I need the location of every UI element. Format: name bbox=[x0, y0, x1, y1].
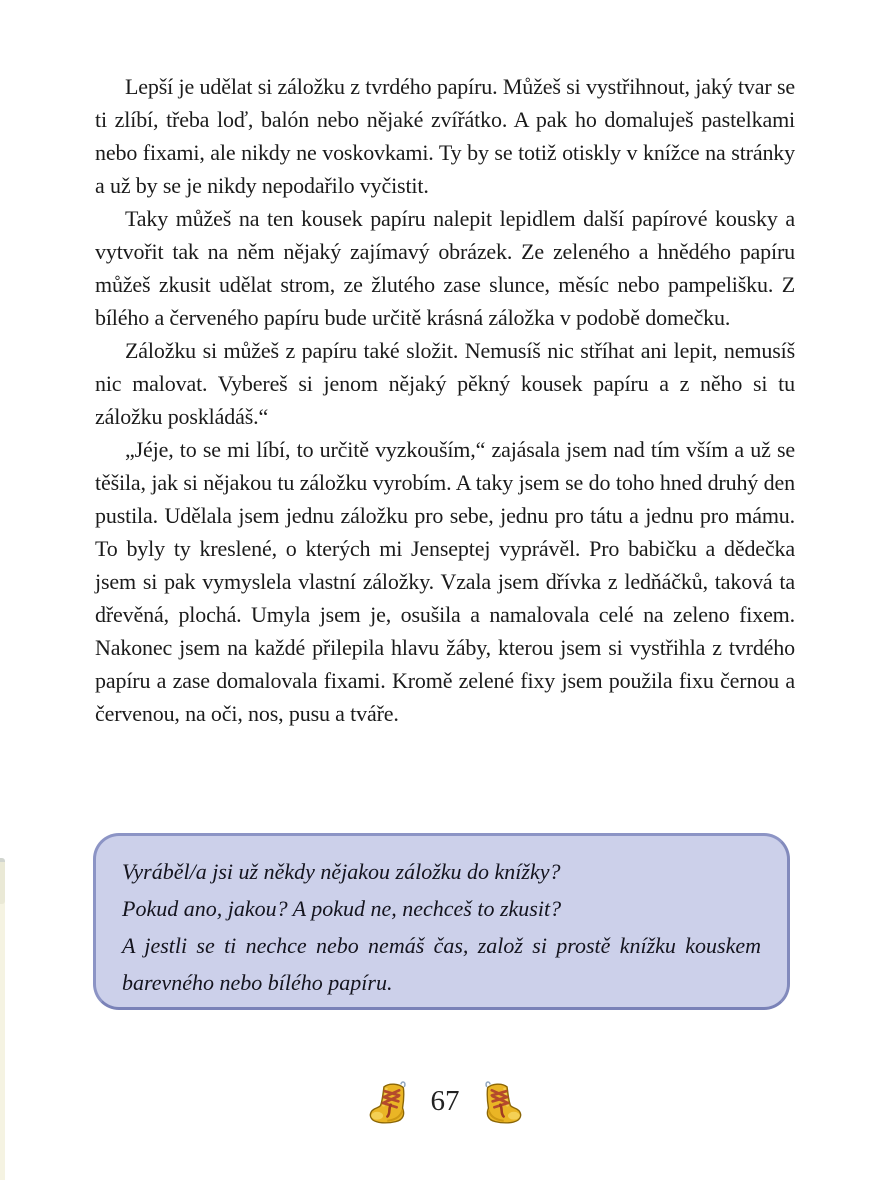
body-text bbox=[95, 70, 795, 730]
question-line: Pokud ano, jakou? A pokud ne, nechceš to zkusit? bbox=[122, 896, 562, 921]
question-box bbox=[93, 833, 790, 1010]
page-footer bbox=[95, 1078, 795, 1128]
boot-icon bbox=[367, 1079, 411, 1127]
page-edge-artifact bbox=[0, 862, 5, 1180]
body-paragraph: Taky můžeš na ten kousek papíru nalepit lepidlem další papírové kousky a vytvořit tak na něm nějaký zajímavý obrázek. Ze zeleného a hnědého papíru můžeš zkusit udělat strom, ze žlutého zase slunce, měsíc nebo pampelišku. Z bílého a červeného papíru bude určitě krásná záložka v podobě domečku. bbox=[95, 206, 795, 330]
question-line: A jestli se ti nechce nebo nemáš čas, založ si prostě knížku kouskem barevného nebo bílého papíru. bbox=[122, 933, 761, 995]
body-paragraph: „Jéje, to se mi líbí, to určitě vyzkouším,“ zajásala jsem nad tím vším a už se těšila, jak si nějakou tu záložku vyrobím. A taky jsem se do toho hned druhý den pustila. Udělala jsem jednu záložku pro sebe, jednu pro tátu a jednu pro mámu. To byly ty kreslené, o kterých mi Jenseptej vyprávěl. Pro babičku a dědečka jsem si pak vymyslela vlastní záložky. Vzala jsem dřívka z ledňáčků, taková ta dřevěná, plochá. Umyla jsem je, osušila a namalovala celé na zeleno fixem. Nakonec jsem na každé přilepila hlavu žáby, kterou jsem si vystřihla z tvrdého papíru a zase domalovala fixami. Kromě zelené fixy jsem použila fixu černou a červenou, na oči, nos, pusu a tváře. bbox=[95, 437, 795, 726]
boot-icon bbox=[480, 1079, 524, 1127]
body-paragraph: Lepší je udělat si záložku z tvrdého papíru. Můžeš si vystřihnout, jaký tvar se ti zlíbí, třeba loď, balón nebo nějaké zvířátko. A pak ho domaluješ pastelkami nebo fixami, ale nikdy ne voskovkami. Ty by se totiž otiskly v knížce na stránky a už by se je nikdy nepodařilo vyčistit. bbox=[95, 74, 795, 198]
body-paragraph: Záložku si můžeš z papíru také složit. Nemusíš nic stříhat ani lepit, nemusíš nic malovat. Vybereš si jenom nějaký pěkný kousek papíru a z něho si tu záložku poskládáš.“ bbox=[95, 338, 795, 429]
question-line: Vyráběl/a jsi už někdy nějakou záložku do knížky? bbox=[122, 859, 561, 884]
page-number: 67 bbox=[430, 1084, 460, 1117]
